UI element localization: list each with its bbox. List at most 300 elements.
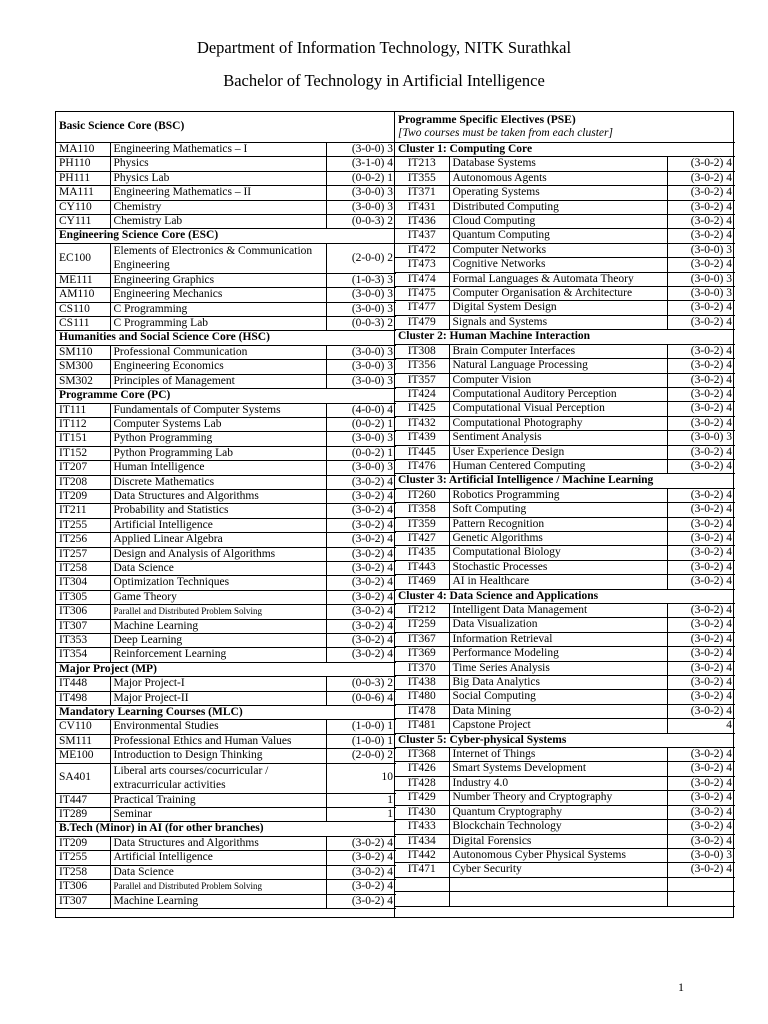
section-cluster-2 [395,330,735,344]
course-row [56,186,396,200]
course-credits: (3-0-2) 4 [667,459,735,473]
section-cluster-1 [395,143,735,157]
course-code: ME100 [56,749,110,763]
course-code: IT473 [395,258,449,272]
course-credits: (3-0-2) 4 [667,531,735,545]
course-row [395,200,735,214]
course-code: SM302 [56,374,110,388]
course-code: IT111 [56,403,110,417]
course-credits: (3-0-2) 4 [326,504,396,518]
course-title: Signals and Systems [449,315,667,329]
section-cluster-4 [395,589,735,603]
course-title: Robotics Programming [449,488,667,502]
course-credits: (3-0-2) 4 [667,575,735,589]
course-title: Industry 4.0 [449,776,667,790]
course-credits: (3-0-0) 3 [667,287,735,301]
course-title: Reinforcement Learning [110,648,326,662]
course-title: Engineering Graphics [110,273,326,287]
course-credits: (3-0-2) 4 [667,676,735,690]
course-title: Principles of Management [110,374,326,388]
course-title: Information Retrieval [449,632,667,646]
course-title: Engineering Mathematics – I [110,143,326,157]
course-title: Artificial Intelligence [110,518,326,532]
course-row [56,880,396,894]
course-row [395,215,735,229]
course-row [395,359,735,373]
course-code: IT304 [56,576,110,590]
course-row [56,836,396,850]
course-title: Liberal arts courses/cocurricular / extracurricular activities [110,763,326,793]
left-column-table [55,111,395,918]
course-title: Discrete Mathematics [110,475,326,489]
course-code: IT429 [395,791,449,805]
course-row [56,576,396,590]
course-row [395,575,735,589]
course-credits: (3-0-2) 4 [667,258,735,272]
section-mlc-label: Mandatory Learning Courses (MLC) [56,706,396,720]
course-row [56,648,396,662]
course-credits: (3-0-2) 4 [667,301,735,315]
course-credits: (3-0-0) 3 [326,432,396,446]
course-title: Computer Vision [449,373,667,387]
course-title: Cyber Security [449,863,667,877]
department-title: Department of Information Technology, NITK Surathkal [196,38,572,57]
course-title: Natural Language Processing [449,359,667,373]
section-mlc [56,706,396,720]
course-title: Computational Photography [449,416,667,430]
course-title: Genetic Algorithms [449,531,667,545]
course-code: CS111 [56,317,110,331]
course-code: IT368 [395,748,449,762]
course-title: Engineering Mathematics – II [110,186,326,200]
course-row [395,676,735,690]
section-bsc [56,112,396,143]
course-code: IT428 [395,776,449,790]
course-title: User Experience Design [449,445,667,459]
course-title: Environmental Studies [110,720,326,734]
course-code: PH111 [56,171,110,185]
course-credits: 1 [326,793,396,807]
course-row [395,834,735,848]
course-row [56,763,396,793]
course-credits: (3-0-2) 4 [667,215,735,229]
course-row [56,403,396,417]
course-title: Smart Systems Development [449,762,667,776]
course-credits: (3-0-2) 4 [326,894,396,908]
course-title: Deep Learning [110,634,326,648]
course-title: Python Programming Lab [110,446,326,460]
course-row [56,345,396,359]
course-code: IT472 [395,243,449,257]
course-code: IT434 [395,834,449,848]
section-bsc-label: Basic Science Core (BSC) [56,112,396,143]
course-code: MA111 [56,186,110,200]
course-row [395,229,735,243]
course-code: SM111 [56,734,110,748]
course-code: IT477 [395,301,449,315]
course-code: IT354 [56,648,110,662]
course-credits: 4 [667,719,735,733]
course-credits: (3-0-2) 4 [326,489,396,503]
page-number: 1 [678,980,684,994]
course-title: Chemistry [110,200,326,214]
course-row [395,647,735,661]
course-row [395,315,735,329]
course-row [395,560,735,574]
course-row [395,791,735,805]
course-code: IT308 [395,344,449,358]
course-row [56,851,396,865]
course-code: IT447 [56,793,110,807]
section-cluster-2-label: Cluster 2: Human Machine Interaction [395,330,735,344]
course-title: Computational Visual Perception [449,402,667,416]
course-title: AI in Healthcare [449,575,667,589]
course-row [395,719,735,733]
course-row [395,186,735,200]
course-row [395,546,735,560]
course-row [56,518,396,532]
course-code: IT258 [56,865,110,879]
course-title: Parallel and Distributed Problem Solving [110,605,326,619]
course-credits: (3-0-0) 3 [326,288,396,302]
course-row [56,619,396,633]
programme-title: Bachelor of Technology in Artificial Intelligence [223,71,545,90]
course-title: Engineering Mechanics [110,288,326,302]
course-credits: (3-0-2) 4 [667,171,735,185]
course-credits: (3-0-2) 4 [667,546,735,560]
course-title: Stochastic Processes [449,560,667,574]
course-title: Formal Languages & Automata Theory [449,272,667,286]
course-title: Introduction to Design Thinking [110,749,326,763]
course-row [56,634,396,648]
course-code: IT436 [395,215,449,229]
course-title: Data Visualization [449,618,667,632]
course-code: IT353 [56,634,110,648]
course-title: Intelligent Data Management [449,604,667,618]
course-row [56,605,396,619]
course-row [395,157,735,171]
course-credits: (3-0-2) 4 [667,805,735,819]
course-row [56,432,396,446]
course-code: IT427 [395,531,449,545]
course-credits: (3-0-2) 4 [667,776,735,790]
course-code: CS110 [56,302,110,316]
course-title: Human Intelligence [110,461,326,475]
empty-cell [395,877,449,891]
empty-row [395,877,735,891]
course-title: Probability and Statistics [110,504,326,518]
course-row [395,661,735,675]
course-row [56,561,396,575]
course-credits: (0-0-3) 2 [326,317,396,331]
course-credits: (3-0-2) 4 [667,517,735,531]
course-row [56,590,396,604]
course-credits: (3-0-2) 4 [667,820,735,834]
section-pc [56,389,396,403]
course-row [56,374,396,388]
course-row [395,272,735,286]
course-code: IT480 [395,690,449,704]
course-code: MA110 [56,143,110,157]
course-code: IT424 [395,387,449,401]
empty-cell [667,877,735,891]
course-credits: (3-0-2) 4 [667,604,735,618]
course-row [56,273,396,287]
section-esc [56,229,396,243]
course-row [395,344,735,358]
course-code: SM300 [56,360,110,374]
course-title: Data Structures and Algorithms [110,836,326,850]
course-credits: 10 [326,763,396,793]
course-credits: (3-0-2) 4 [667,387,735,401]
course-credits: (2-0-0) 2 [326,749,396,763]
pse-title: Programme Specific Electives (PSE) [398,114,576,126]
course-title: Engineering Economics [110,360,326,374]
course-credits: (3-0-0) 3 [667,243,735,257]
course-code: IT430 [395,805,449,819]
course-title: Professional Communication [110,345,326,359]
course-code: PH110 [56,157,110,171]
course-credits: (3-0-0) 3 [667,848,735,862]
course-credits: (0-0-2) 1 [326,417,396,431]
course-row [395,805,735,819]
course-credits: (3-0-2) 4 [326,576,396,590]
course-row [395,604,735,618]
course-code: IT367 [395,632,449,646]
course-code: CY110 [56,200,110,214]
course-row [56,302,396,316]
course-title: Blockchain Technology [449,820,667,834]
course-title: Big Data Analytics [449,676,667,690]
course-title: Major Project-II [110,691,326,705]
course-code: IT437 [395,229,449,243]
course-credits: (3-0-2) 4 [326,836,396,850]
course-row [56,200,396,214]
section-hsc [56,331,396,345]
course-credits: (3-0-2) 4 [667,647,735,661]
course-title: Performance Modeling [449,647,667,661]
course-code: IT359 [395,517,449,531]
course-code: IT356 [395,359,449,373]
course-title: Professional Ethics and Human Values [110,734,326,748]
course-title: Number Theory and Cryptography [449,791,667,805]
course-title: C Programming [110,302,326,316]
course-row [56,475,396,489]
course-title: Machine Learning [110,894,326,908]
course-credits: (0-0-3) 2 [326,677,396,691]
course-credits: (0-0-6) 4 [326,691,396,705]
course-title: Human Centered Computing [449,459,667,473]
course-title: Parallel and Distributed Problem Solving [110,880,326,894]
course-title: Distributed Computing [449,200,667,214]
course-credits: (3-0-2) 4 [667,315,735,329]
course-credits: (3-0-0) 3 [326,374,396,388]
course-code: CY111 [56,215,110,229]
course-code: IT425 [395,402,449,416]
course-credits: (3-0-0) 3 [326,461,396,475]
course-row [56,504,396,518]
course-credits: (3-0-2) 4 [326,865,396,879]
course-credits: (3-0-0) 3 [326,345,396,359]
course-row [56,461,396,475]
course-title: Optimization Techniques [110,576,326,590]
course-row [395,820,735,834]
course-row [395,618,735,632]
course-row [395,632,735,646]
pse-note: [Two courses must be taken from each cluster] [398,127,613,139]
course-credits: (3-0-2) 4 [667,503,735,517]
course-code: IT112 [56,417,110,431]
course-row [56,243,396,273]
course-credits: (3-0-2) 4 [667,690,735,704]
section-esc-label: Engineering Science Core (ESC) [56,229,396,243]
course-row [395,387,735,401]
course-code: CV110 [56,720,110,734]
course-code: IT432 [395,416,449,430]
course-code: IT207 [56,461,110,475]
course-credits: (3-0-2) 4 [667,762,735,776]
course-credits: (3-0-0) 3 [667,272,735,286]
course-code: IT358 [395,503,449,517]
course-row [56,677,396,691]
course-title: Computer Systems Lab [110,417,326,431]
course-credits: (1-0-0) 1 [326,734,396,748]
course-code: IT498 [56,691,110,705]
section-minor [56,822,396,836]
course-title: Autonomous Agents [449,171,667,185]
course-title: Digital System Design [449,301,667,315]
course-code: IT369 [395,647,449,661]
course-row [56,749,396,763]
course-code: IT209 [56,836,110,850]
course-title: Artificial Intelligence [110,851,326,865]
course-row [56,417,396,431]
course-credits: (3-0-2) 4 [667,661,735,675]
course-title: Practical Training [110,793,326,807]
course-row [395,776,735,790]
course-code: IT370 [395,661,449,675]
course-credits: (3-0-0) 3 [326,302,396,316]
course-code: IT256 [56,533,110,547]
course-credits: (3-0-2) 4 [326,547,396,561]
course-title: Applied Linear Algebra [110,533,326,547]
course-credits: (3-0-2) 4 [326,619,396,633]
section-cluster-5-label: Cluster 5: Cyber-physical Systems [395,733,735,747]
course-code: IT474 [395,272,449,286]
course-title: Brain Computer Interfaces [449,344,667,358]
course-title: Soft Computing [449,503,667,517]
course-title: Capstone Project [449,719,667,733]
course-code: IT209 [56,489,110,503]
course-credits: (3-0-2) 4 [667,200,735,214]
course-code: AM110 [56,288,110,302]
course-credits: (3-1-0) 4 [326,157,396,171]
course-row [395,459,735,473]
course-credits: (3-0-2) 4 [667,373,735,387]
course-row [56,865,396,879]
course-title: Database Systems [449,157,667,171]
course-code: SM110 [56,345,110,359]
course-credits: (3-0-2) 4 [667,834,735,848]
course-row [395,373,735,387]
empty-cell [395,892,449,906]
course-credits: (3-0-2) 4 [667,791,735,805]
empty-cell [449,892,667,906]
course-row [395,445,735,459]
course-credits: (3-0-0) 3 [326,360,396,374]
course-row [395,690,735,704]
course-row [395,704,735,718]
course-title: Data Structures and Algorithms [110,489,326,503]
course-title: Computer Networks [449,243,667,257]
course-credits: 1 [326,808,396,822]
course-row [56,360,396,374]
course-title: Data Science [110,561,326,575]
course-credits: (1-0-3) 3 [326,273,396,287]
course-credits: (3-0-2) 4 [667,344,735,358]
course-row [56,808,396,822]
course-code: EC100 [56,243,110,273]
course-title: Chemistry Lab [110,215,326,229]
course-title: Sentiment Analysis [449,431,667,445]
course-code: IT357 [395,373,449,387]
course-code: IT152 [56,446,110,460]
course-title: Quantum Computing [449,229,667,243]
course-row [395,503,735,517]
course-credits: (3-0-2) 4 [667,748,735,762]
course-credits: (3-0-0) 3 [326,200,396,214]
course-row [395,171,735,185]
course-row [56,894,396,908]
course-title: Cloud Computing [449,215,667,229]
course-code: IT438 [395,676,449,690]
course-row [56,793,396,807]
course-row [395,762,735,776]
course-code: IT445 [395,445,449,459]
course-credits: (0-0-3) 2 [326,215,396,229]
course-code: IT211 [56,504,110,518]
section-pse-header [395,112,735,143]
course-code: IT255 [56,851,110,865]
course-title: Physics [110,157,326,171]
course-row [56,720,396,734]
course-credits: (3-0-0) 3 [667,431,735,445]
course-credits: (3-0-2) 4 [326,590,396,604]
course-credits: (1-0-0) 1 [326,720,396,734]
course-title: Major Project-I [110,677,326,691]
course-row [56,489,396,503]
course-code: IT257 [56,547,110,561]
course-credits: (3-0-2) 4 [326,561,396,575]
course-title: Design and Analysis of Algorithms [110,547,326,561]
course-row [395,748,735,762]
course-credits: (4-0-0) 4 [326,403,396,417]
section-pc-label: Programme Core (PC) [56,389,396,403]
course-credits: (3-0-2) 4 [326,851,396,865]
course-credits: (0-0-2) 1 [326,171,396,185]
course-row [395,258,735,272]
course-credits: (3-0-2) 4 [326,518,396,532]
course-code: ME111 [56,273,110,287]
course-code: IT355 [395,171,449,185]
course-code: IT471 [395,863,449,877]
course-code: IT448 [56,677,110,691]
course-row [56,171,396,185]
course-row [395,848,735,862]
course-title: Python Programming [110,432,326,446]
course-title: Elements of Electronics & Communication Engineering [110,243,326,273]
course-row [56,533,396,547]
